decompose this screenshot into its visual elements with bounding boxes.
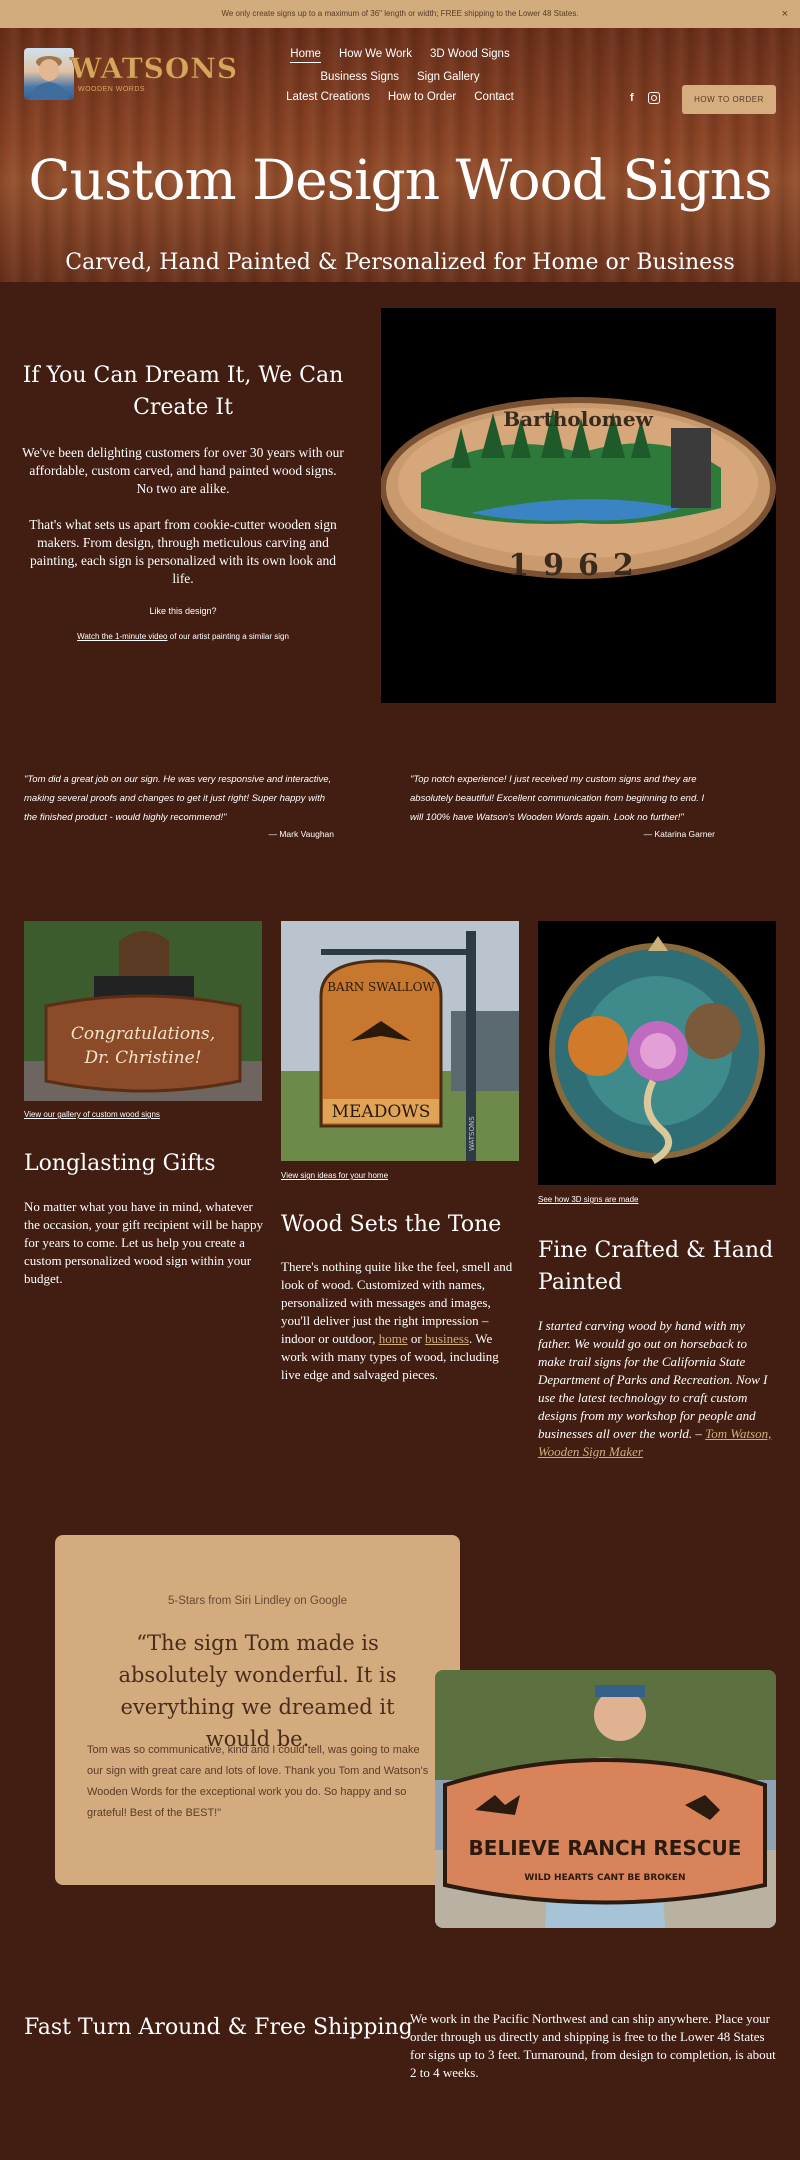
business-link[interactable]: business [424, 1331, 469, 1346]
fine-crafted-heading: Fine Crafted & Hand Painted [538, 1238, 774, 1295]
sign-year-text: 1962 [508, 548, 648, 583]
ranch-sign-image [435, 1670, 776, 1928]
nav-contact[interactable]: Contact [474, 91, 514, 103]
testimonial-1 [24, 770, 334, 844]
facebook-icon[interactable]: f [630, 92, 634, 104]
testimonial-1-text: "Tom did a great job on our sign. He was very responsive and interactive, making several proofs and changes to get it just right! Super happy with the finished product - would highly recommend!" [24, 774, 332, 823]
intro-section [22, 360, 344, 641]
like-design-text: Like this design? [149, 606, 217, 616]
congratulations-sign-image [24, 921, 262, 1101]
nav-how-to-order[interactable]: How to Order [387, 91, 457, 103]
wood-text-a: There's nothing quite like the feel, smell and look of wood. Customized with names, personalized with messages and images, you'll deliver just the right impression – indoor or outdoor, [281, 1259, 513, 1346]
announcement-bar [0, 0, 800, 28]
sign-line-2: Dr. Christine! [84, 1048, 202, 1068]
ranch-sign-sub: WILD HEARTS CANT BE BROKEN [524, 1873, 686, 1883]
3d-sign-image [538, 921, 776, 1185]
testimonial-2-text: "Top notch experience! I just received my custom signs and they are absolutely beautiful! Excellent communication from beginning to end. I will 100% have Watson's Wooden Words again. Look no further!" [410, 774, 705, 823]
gallery-link[interactable]: View our gallery of custom wood signs [24, 1110, 160, 1119]
nav-how-we-work[interactable]: How We Work [338, 48, 413, 60]
hero-title: Custom Design Wood Signs [28, 148, 772, 212]
hero-header [0, 28, 800, 282]
3d-signs-link[interactable]: See how 3D signs are made [538, 1195, 639, 1204]
watch-video-line [22, 632, 344, 641]
nav-business-signs[interactable]: Business Signs [320, 71, 399, 83]
social-links [630, 92, 660, 104]
author-link[interactable]: Tom Watson, Wooden Sign Maker [538, 1426, 772, 1459]
nav-home[interactable]: Home [290, 48, 321, 63]
shipping-text: We work in the Pacific Northwest and can ship anywhere. Place your order through us directly and shipping is free to the Lower 48 States for signs up to 3 feet. Turnaround, from design to completion, is about 2 to 4 weeks. [410, 2011, 776, 2080]
longlasting-gifts-heading: Longlasting Gifts [24, 1151, 216, 1176]
announcement-text: We only create signs up to a maximum of 36" length or width; FREE shipping to the Lower 48 States. [221, 9, 579, 18]
intro-paragraph-1: We've been delighting customers for over 30 years with our affordable, custom carved, and hand painted wood signs. No two are alike. [22, 445, 344, 496]
testimonial-2 [410, 770, 715, 844]
logo-portrait [24, 48, 74, 100]
home-ideas-link[interactable]: View sign ideas for your home [281, 1171, 389, 1180]
shipping-heading: Fast Turn Around & Free Shipping [24, 2015, 413, 2040]
review-card [55, 1535, 460, 1885]
intro-heading: If You Can Dream It, We Can Create It [22, 363, 344, 420]
review-quote: “The sign Tom made is absolutely wonderful. It is everything we dreamed it would be. [118, 1631, 397, 1751]
sign-name-text: Bartholomew [503, 407, 653, 431]
intro-paragraph-2: That's what sets us apart from cookie-cutter wooden sign makers. From design, through meticulous carving and painting, each sign is personalized with its own look and life. [29, 517, 337, 586]
site-logo[interactable] [24, 48, 239, 100]
nav-3d-wood-signs[interactable]: 3D Wood Signs [430, 48, 510, 60]
sign-top-text: BARN SWALLOW [327, 980, 435, 994]
fine-crafted-body: I started carving wood by hand with my father. We would go out on horseback to make trail signs for the California State Department of Parks and Recreation. Now I use the latest technology to craft custom designs from my workshop for people and businesses all over the world. – [538, 1318, 768, 1441]
close-icon[interactable]: × [781, 8, 788, 20]
wood-text-b: . We work with many types of wood, including live edge and salvaged pieces. [281, 1331, 499, 1382]
watch-video-link[interactable]: Watch the 1-minute video [77, 632, 168, 641]
wood-sets-tone-text [281, 1258, 518, 1384]
home-link[interactable]: home [378, 1331, 408, 1346]
ranch-sign-main: BELIEVE RANCH RESCUE [468, 1836, 742, 1860]
barn-swallow-sign-image [281, 921, 519, 1161]
instagram-icon[interactable] [648, 92, 660, 104]
wood-text-or: or [407, 1331, 425, 1346]
testimonial-1-author: — Mark Vaughan [268, 829, 334, 839]
hero-subtitle: Carved, Hand Painted & Personalized for Home or Business [65, 250, 735, 275]
nav-sign-gallery[interactable]: Sign Gallery [416, 71, 480, 83]
fine-crafted-text [538, 1317, 776, 1461]
watch-video-rest: of our artist painting a similar sign [167, 632, 289, 641]
nav-latest-creations[interactable]: Latest Creations [286, 91, 370, 103]
logo-subtext: WOODEN WORDS [78, 86, 146, 93]
wood-sets-tone-heading: Wood Sets the Tone [281, 1212, 502, 1237]
sign-line-1: Congratulations, [70, 1024, 216, 1044]
testimonial-2-author: — Katarina Garner [643, 829, 715, 839]
review-text: Tom was so communicative, kind and I could tell, was going to make our sign with great care and lots of love. Thank you Tom and Watson's Wooden Words for the exceptional work you do. So happy and so grateful! Best of the BEST!" [87, 1744, 429, 1819]
how-to-order-button[interactable]: HOW TO ORDER [682, 85, 776, 114]
sign-bottom-text: MEADOWS [331, 1102, 431, 1122]
longlasting-gifts-text: No matter what you have in mind, whatever the occasion, your gift recipient will be happy for years to come. Let us help you create a custom personalized wood sign within your budget. [24, 1199, 263, 1286]
review-label: 5-Stars from Siri Lindley on Google [168, 1595, 347, 1607]
main-nav [200, 48, 600, 111]
featured-sign-image [381, 308, 776, 703]
logo-text: WATSONS [70, 52, 239, 85]
post-text: WATSONS [468, 1116, 476, 1151]
